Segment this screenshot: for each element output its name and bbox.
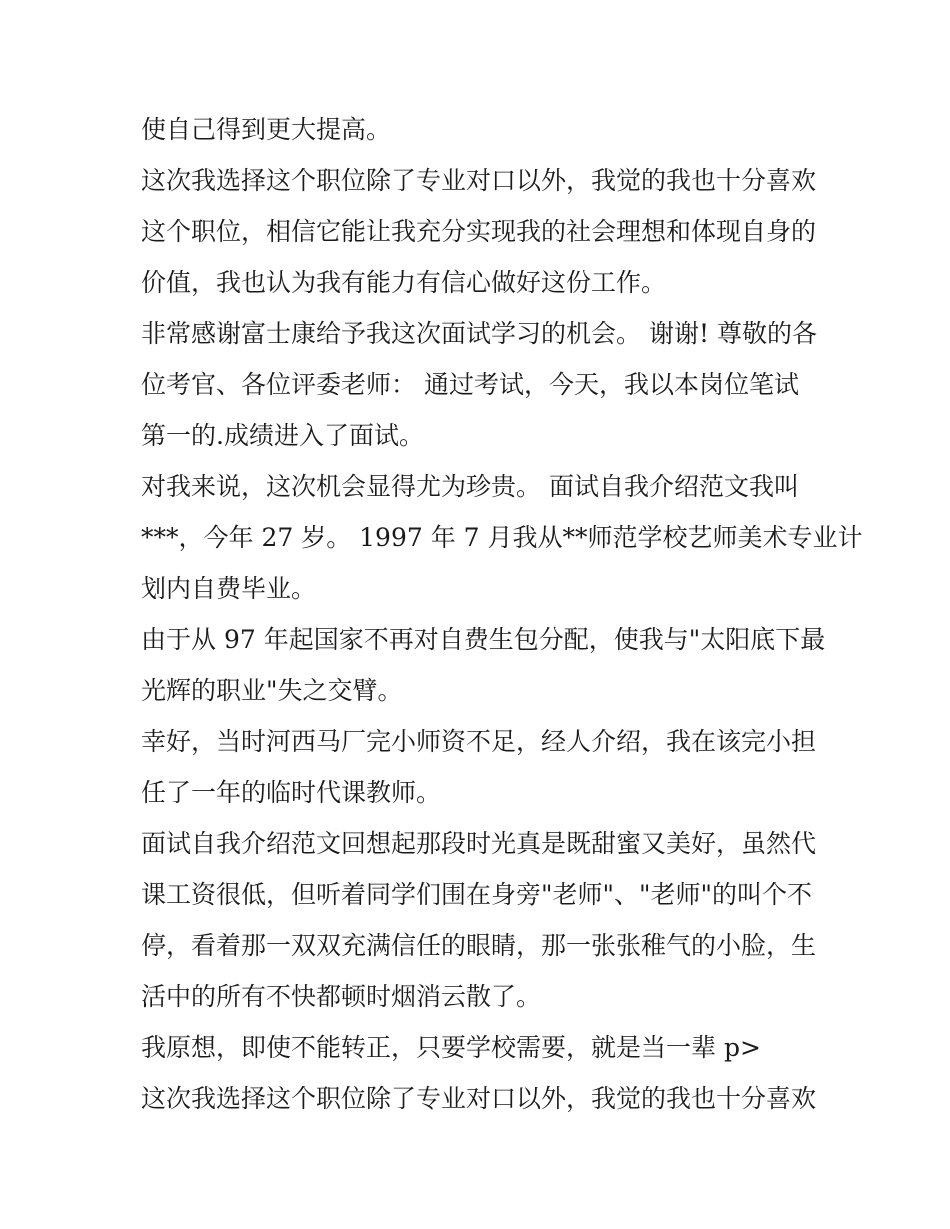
text-line: 幸好，当时河西马厂完小师资不足，经人介绍，我在该完小担 bbox=[141, 727, 817, 756]
text-line: 任了一年的临时代课教师。 bbox=[141, 778, 442, 807]
text-line: 对我来说，这次机会显得尤为珍贵。 面试自我介绍范文我叫 bbox=[141, 472, 799, 501]
text-line: 划内自费毕业。 bbox=[141, 574, 317, 603]
text-line: 活中的所有不快都顿时烟消云散了。 bbox=[141, 982, 542, 1011]
text-line: 停，看着那一双双充满信任的眼睛，那一张张稚气的小脸，生 bbox=[141, 931, 817, 960]
text-line: 课工资很低，但听着同学们围在身旁"老师"、"老师"的叫个不 bbox=[141, 880, 812, 909]
text-line: 这个职位，相信它能让我充分实现我的社会理想和体现自身的 bbox=[141, 217, 817, 246]
text-line: 第一的.成绩进入了面试。 bbox=[141, 421, 424, 450]
text-line: ***，今年 27 岁。 1997 年 7 月我从**师范学校艺师美术专业计 bbox=[141, 523, 863, 552]
text-line: 位考官、各位评委老师： 通过考试，今天，我以本岗位笔试 bbox=[141, 370, 799, 399]
text-line: 我原想，即使不能转正，只要学校需要，就是当一辈 p> bbox=[141, 1033, 761, 1062]
text-line: 由于从 97 年起国家不再对自费生包分配，使我与"太阳底下最 bbox=[141, 625, 826, 654]
text-line: 这次我选择这个职位除了专业对口以外，我觉的我也十分喜欢 bbox=[141, 166, 817, 195]
text-line: 这次我选择这个职位除了专业对口以外，我觉的我也十分喜欢 bbox=[141, 1084, 817, 1113]
document-body bbox=[141, 104, 863, 1124]
text-line: 面试自我介绍范文回想起那段时光真是既甜蜜又美好，虽然代 bbox=[141, 829, 817, 858]
text-line: 非常感谢富士康给予我这次面试学习的机会。 谢谢! 尊敬的各 bbox=[141, 319, 817, 348]
text-line: 使自己得到更大提高。 bbox=[141, 115, 392, 144]
text-line: 光辉的职业"失之交臂。 bbox=[141, 676, 403, 705]
text-line: 价值，我也认为我有能力有信心做好这份工作。 bbox=[141, 268, 667, 297]
